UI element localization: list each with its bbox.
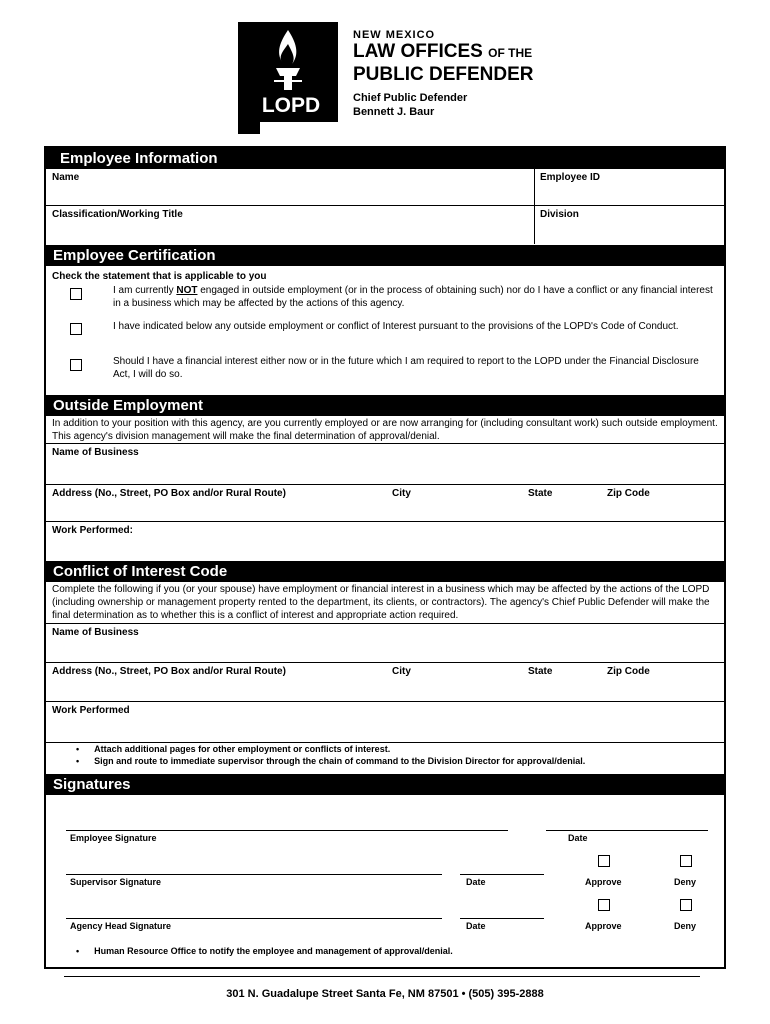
- employee-signature-label: Employee Signature: [70, 833, 157, 843]
- section-conflict-of-interest: Conflict of Interest Code: [46, 561, 724, 582]
- agency-signature-line[interactable]: [66, 918, 442, 919]
- org-line3: PUBLIC DEFENDER: [353, 64, 534, 85]
- conflict-description: Complete the following if you (or your spouse) have employment or financial interest in a business which may be affected by the actions of the LOPD (including ownership or management property rented to the department, its clients, or contractors). The agency's Chief Public Defender will make the final determination as to whether this is a conflict of interest and appropriate action required.: [52, 584, 710, 621]
- name-field[interactable]: [46, 169, 534, 205]
- conflict-address-field[interactable]: [46, 663, 724, 701]
- supervisor-deny-label: Deny: [674, 877, 697, 887]
- org-name: [353, 29, 534, 119]
- outside-address-label: Address (No., Street, PO Box and/or Rural Route): [52, 488, 286, 499]
- outside-work-field[interactable]: [46, 522, 724, 561]
- classification-label: Classification/Working Title: [52, 209, 183, 220]
- note-sign-route: • Sign and route to immediate supervisor through the chain of command to the Division Director for approval/denial.: [76, 756, 586, 766]
- employee-signature-line[interactable]: [66, 830, 508, 831]
- supervisor-date-label: Date: [466, 877, 486, 887]
- agency-deny-label: Deny: [674, 921, 697, 931]
- checkbox-financial-interest[interactable]: [70, 359, 82, 371]
- cert-item-2: I have indicated below any outside employment or conflict of Interest pursuant to the provisions of the LOPD's Code of Conduct.: [113, 321, 679, 332]
- agency-deny-checkbox[interactable]: [680, 899, 692, 911]
- employee-date-line[interactable]: [546, 830, 708, 831]
- checkbox-no-outside-employment[interactable]: [70, 288, 82, 300]
- cert-item-1: I am currently NOT engaged in outside employment (or in the process of obtaining such) nor do I have a conflict or any financial interest in a business which may be affected by the actions of this agency.: [113, 285, 713, 309]
- certification-instruction: Check the statement that is applicable to you: [52, 271, 267, 282]
- org-line1: NEW MEXICO: [353, 29, 436, 41]
- outside-work-label: Work Performed:: [52, 525, 133, 536]
- employee-date-label: Date: [568, 833, 588, 843]
- chief-name: Bennett J. Baur: [353, 106, 435, 118]
- chief-title: Chief Public Defender: [353, 92, 468, 104]
- outside-employment-description: In addition to your position with this agency, are you currently employed or are now arranging for (including consultant work) such outside employment. This agency's division management will make the final determination of approval/denial.: [52, 418, 718, 442]
- lopd-logo: [238, 22, 338, 134]
- conflict-city-label: City: [392, 666, 411, 677]
- section-employee-certification: Employee Certification: [46, 245, 724, 266]
- division-label: Division: [540, 209, 579, 220]
- employee-id-label: Employee ID: [540, 172, 601, 183]
- supervisor-deny-checkbox[interactable]: [680, 855, 692, 867]
- form-container: [44, 146, 726, 969]
- outside-state-label: State: [528, 488, 553, 499]
- logo-lettering: LOPD: [261, 94, 321, 117]
- conflict-work-label: Work Performed: [52, 705, 130, 716]
- supervisor-approve-checkbox[interactable]: [598, 855, 610, 867]
- supervisor-signature-line[interactable]: [66, 874, 442, 875]
- agency-signature-label: Agency Head Signature: [70, 921, 172, 931]
- note-attach-pages: • Attach additional pages for other employment or conflicts of interest.: [76, 744, 391, 754]
- conflict-business-field[interactable]: [46, 624, 724, 662]
- agency-approve-checkbox[interactable]: [598, 899, 610, 911]
- section-employee-information: Employee Information: [46, 148, 724, 169]
- conflict-state-label: State: [528, 666, 553, 677]
- supervisor-date-line[interactable]: [460, 874, 544, 875]
- footer-address: 301 N. Guadalupe Street Santa Fe, NM 87501 • (505) 395-2888: [226, 988, 544, 1000]
- hr-note: • Human Resource Office to notify the employee and management of approval/denial.: [76, 946, 453, 956]
- name-label: Name: [52, 172, 80, 183]
- section-signatures: Signatures: [46, 774, 724, 795]
- org-line2: LAW OFFICES OF THE: [353, 41, 533, 62]
- agency-approve-label: Approve: [585, 921, 622, 931]
- checkbox-indicated-below[interactable]: [70, 323, 82, 335]
- outside-business-field[interactable]: [46, 444, 724, 484]
- agency-date-label: Date: [466, 921, 486, 931]
- footer-divider: [64, 976, 700, 977]
- agency-date-line[interactable]: [460, 918, 544, 919]
- conflict-zip-label: Zip Code: [607, 666, 650, 677]
- outside-zip-label: Zip Code: [607, 488, 650, 499]
- conflict-address-label: Address (No., Street, PO Box and/or Rural Route): [52, 666, 286, 677]
- supervisor-signature-label: Supervisor Signature: [70, 877, 162, 887]
- outside-city-label: City: [392, 488, 411, 499]
- conflict-business-label: Name of Business: [52, 627, 139, 638]
- cert-item-3: Should I have a financial interest either now or in the future which I am required to report to the LOPD under the Financial Disclosure Act, I will do so.: [113, 356, 699, 380]
- conflict-work-field[interactable]: [46, 702, 724, 742]
- division-field[interactable]: [535, 206, 724, 244]
- classification-field[interactable]: [46, 206, 534, 244]
- employee-id-field[interactable]: [535, 169, 724, 205]
- outside-business-label: Name of Business: [52, 447, 139, 458]
- outside-address-field[interactable]: [46, 485, 724, 521]
- supervisor-approve-label: Approve: [585, 877, 622, 887]
- section-outside-employment: Outside Employment: [46, 395, 724, 416]
